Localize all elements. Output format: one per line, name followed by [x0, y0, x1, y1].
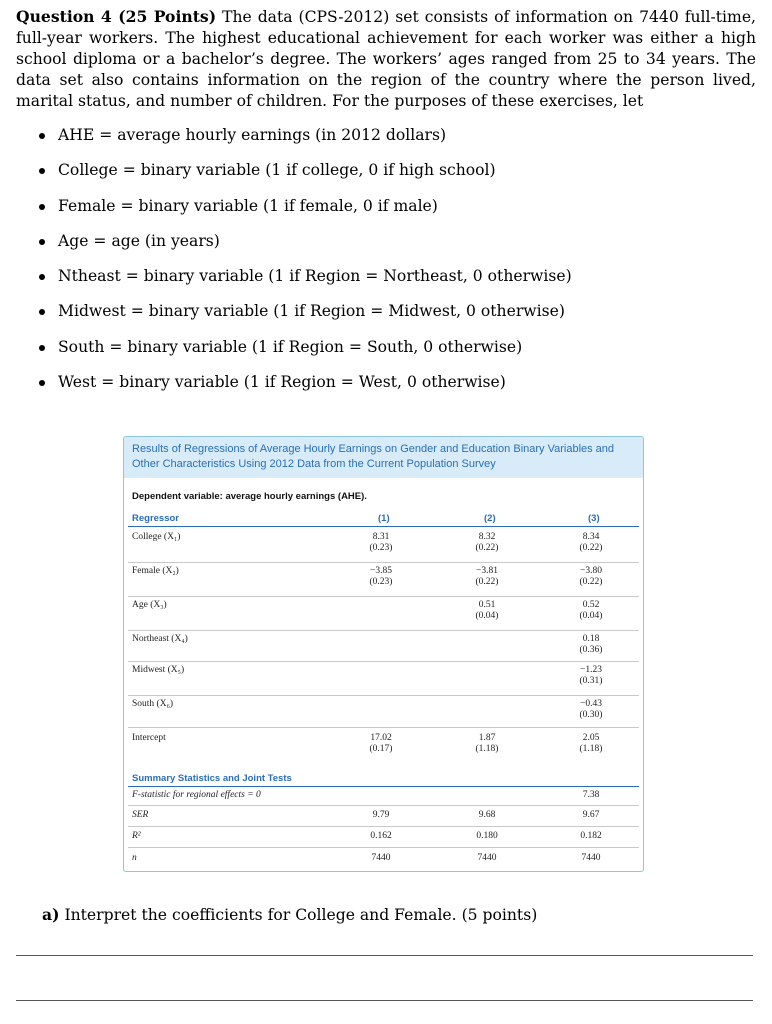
row-divider	[128, 596, 639, 597]
summary-label: R²	[132, 831, 141, 841]
coef: 17.02	[370, 733, 392, 743]
row-divider	[128, 826, 639, 827]
std-error: (0.22)	[475, 577, 499, 587]
summary-value: 7.38	[582, 790, 600, 800]
header-col-1: (1)	[378, 513, 390, 524]
coef: −3.85	[370, 566, 392, 576]
table-header	[132, 513, 637, 525]
question-text: The data (CPS-2012) set consists of information on 7440 full-time, full-year workers. The highest educational achievement for each worker was either a high school diploma or a bachelor’s degree. The workers’ ages ranged from 25 to 34 years. The data set also contains information on the region of the country where the person lived, marital status, and number of children. For the purposes of these exercises, let	[16, 8, 757, 110]
summary-value: 0.162	[370, 831, 392, 841]
row-label: Northeast (X₄)	[132, 634, 188, 644]
row-label: Age (X₃)	[132, 600, 167, 610]
summary-title: Summary Statistics and Joint Tests	[132, 773, 292, 784]
summary-row	[132, 810, 637, 822]
coef: −3.80	[580, 566, 602, 576]
row-divider	[128, 695, 639, 696]
question-heading: Question 4 (25 Points)	[16, 7, 217, 26]
answer-line	[16, 955, 753, 956]
summary-label: F-statistic for regional effects = 0	[132, 790, 261, 800]
std-error: (0.17)	[369, 744, 393, 754]
definition-item: Ntheast = binary variable (1 if Region = Northeast, 0 otherwise)	[38, 266, 572, 301]
row-label: Midwest (X₅)	[132, 665, 185, 675]
summary-label: n	[132, 853, 137, 863]
row-label: Intercept	[132, 733, 166, 743]
answer-line	[16, 1000, 753, 1001]
std-error: (0.36)	[579, 645, 603, 655]
std-error: (0.04)	[579, 611, 603, 621]
table-title: Results of Regressions of Average Hourly Earnings on Gender and Education Binary Variables and Other Characteristics Using 2012 Data from the Current Population Survey	[124, 437, 643, 478]
definition-item: South = binary variable (1 if Region = South, 0 otherwise)	[38, 337, 572, 372]
row-label: Female (X₂)	[132, 566, 179, 576]
definition-item: Female = binary variable (1 if female, 0 if male)	[38, 196, 572, 231]
summary-label: SER	[132, 810, 149, 820]
std-error: (1.18)	[475, 744, 499, 754]
coef: −3.81	[476, 566, 498, 576]
dependent-variable-note: Dependent variable: average hourly earnings (AHE).	[132, 491, 367, 502]
row-divider	[128, 630, 639, 631]
row-divider	[128, 847, 639, 848]
summary-row	[132, 790, 637, 802]
header-col-3: (3)	[588, 513, 600, 524]
part-a-label: a)	[42, 905, 60, 924]
header-regressor: Regressor	[132, 513, 179, 524]
coef: 8.34	[582, 532, 600, 542]
summary-value: 0.180	[476, 831, 498, 841]
summary-value: 9.68	[478, 810, 496, 820]
definition-item: Age = age (in years)	[38, 231, 572, 266]
std-error: (0.23)	[369, 577, 393, 587]
std-error: (0.22)	[579, 543, 603, 553]
coef: 1.87	[478, 733, 496, 743]
std-error: (0.22)	[475, 543, 499, 553]
coef: 8.31	[372, 532, 390, 542]
part-a-text: Interpret the coefficients for College and Female. (5 points)	[64, 906, 538, 924]
coef: 0.51	[478, 600, 496, 610]
std-error: (0.30)	[579, 710, 603, 720]
std-error: (1.18)	[579, 744, 603, 754]
definition-item: Midwest = binary variable (1 if Region = Midwest, 0 otherwise)	[38, 301, 572, 336]
summary-value: 9.79	[372, 810, 390, 820]
header-col-2: (2)	[484, 513, 496, 524]
definition-item: AHE = average hourly earnings (in 2012 dollars)	[38, 125, 572, 160]
row-divider	[128, 562, 639, 563]
summary-value: 9.67	[582, 810, 600, 820]
summary-rule	[128, 786, 639, 787]
coef: 0.18	[582, 634, 600, 644]
question-intro	[16, 6, 756, 112]
summary-row	[132, 831, 637, 843]
coef: 0.52	[582, 600, 600, 610]
std-error: (0.31)	[579, 676, 603, 686]
part-a-question	[42, 905, 537, 924]
definition-item: College = binary variable (1 if college, 0 if high school)	[38, 160, 572, 195]
summary-value: 0.182	[580, 831, 602, 841]
std-error: (0.04)	[475, 611, 499, 621]
summary-row	[132, 853, 637, 865]
regression-table	[123, 436, 644, 872]
definition-item: West = binary variable (1 if Region = West, 0 otherwise)	[38, 372, 572, 407]
coef: 2.05	[582, 733, 600, 743]
coef: 8.32	[478, 532, 496, 542]
summary-value: 7440	[477, 853, 497, 863]
row-label: South (X₆)	[132, 699, 174, 709]
row-divider	[128, 661, 639, 662]
summary-value: 7440	[581, 853, 601, 863]
row-divider	[128, 805, 639, 806]
std-error: (0.22)	[579, 577, 603, 587]
row-label: College (X₁)	[132, 532, 181, 542]
header-rule	[128, 526, 639, 527]
row-divider	[128, 727, 639, 728]
coef: −0.43	[580, 699, 602, 709]
definition-list	[38, 125, 572, 407]
summary-value: 7440	[371, 853, 391, 863]
std-error: (0.23)	[369, 543, 393, 553]
coef: −1.23	[580, 665, 602, 675]
